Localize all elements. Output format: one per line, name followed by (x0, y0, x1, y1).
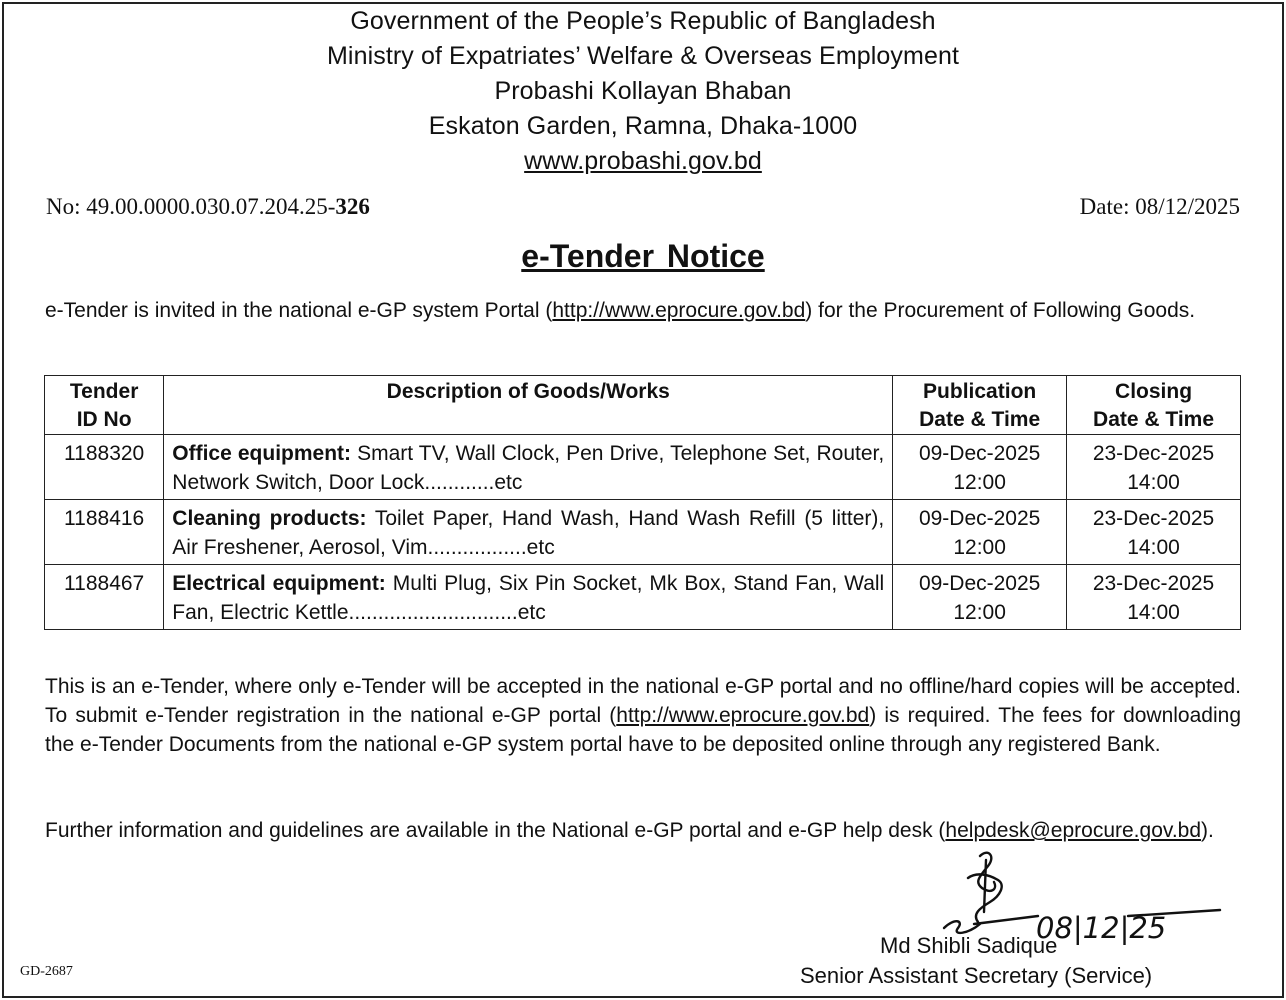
letterhead-building: Probashi Kollayan Bhaban (494, 77, 792, 105)
footer-code: GD-2687 (20, 964, 73, 979)
goods-description (164, 500, 893, 565)
goods-items: Toilet Paper, Hand Wash, Hand Wash Refill (5 litter), Air Freshener, Aerosol, Vim.................etc (172, 507, 885, 559)
intro-paragraph: e-Tender is invited in the national e-GP system Portal (http://www.eprocure.gov.bd) for the Procurement of Following Goods. (45, 299, 1196, 322)
submission-paragraph: This is an e-Tender, where only e-Tender will be accepted in the national e-GP portal and no offline/hard copies will be accepted. To submit e-Tender registration in the national e-GP portal (http://www.eprocure.gov.bd) is required. The fees for downloading the e-Tender Documents from the national e-GP system portal have to be deposited online through any registered Bank. (45, 675, 1241, 756)
table-row (45, 565, 1241, 630)
goods-category: Office equipment: (172, 442, 352, 465)
reference-date: Date: 08/12/2025 (1079, 194, 1240, 219)
letterhead-ministry: Ministry of Expatriates’ Welfare & Overseas Employment (327, 42, 959, 70)
website-link[interactable]: www.probashi.gov.bd (524, 147, 762, 175)
goods-items: Multi Plug, Six Pin Socket, Mk Box, Stand Fan, Wall Fan, Electric Kettle.............................etc (172, 572, 885, 624)
reference-date-value: 08/12/2025 (1135, 194, 1240, 219)
closing-datetime: 23-Dec-2025 14:00 (1067, 565, 1241, 630)
publication-datetime: 09-Dec-2025 12:00 (893, 565, 1067, 630)
header-description: Description of Goods/Works (164, 376, 893, 435)
tender-table-header (45, 376, 1241, 435)
letterhead-government: Government of the People’s Republic of Bangladesh (350, 7, 936, 35)
table-row (45, 500, 1241, 565)
goods-category: Cleaning products: (172, 507, 367, 530)
publication-datetime: 09-Dec-2025 12:00 (893, 435, 1067, 500)
tender-id: 1188320 (45, 435, 164, 500)
signatory-designation: Senior Assistant Secretary (Service) (800, 963, 1153, 988)
closing-datetime: 23-Dec-2025 14:00 (1067, 435, 1241, 500)
header-publication: Publication Date & Time (893, 376, 1067, 435)
goods-category: Electrical equipment: (172, 572, 386, 595)
header-closing: Closing Date & Time (1067, 376, 1241, 435)
eprocure-link[interactable]: http://www.eprocure.gov.bd (616, 704, 870, 727)
header-tender-id: Tender ID No (45, 376, 164, 435)
goods-description (164, 565, 893, 630)
closing-datetime: 23-Dec-2025 14:00 (1067, 500, 1241, 565)
helpdesk-paragraph: Further information and guidelines are available in the National e-GP portal and e-GP help desk (helpdesk@eprocure.gov.bd). (45, 819, 1214, 842)
goods-description (164, 435, 893, 500)
letterhead-address: Eskaton Garden, Ramna, Dhaka-1000 (428, 112, 858, 140)
letterhead (0, 4, 1286, 179)
tender-id: 1188416 (45, 500, 164, 565)
tender-table (44, 375, 1241, 630)
table-row (45, 435, 1241, 500)
signature-date: 08|12|25 (1036, 911, 1167, 945)
tender-id: 1188467 (45, 565, 164, 630)
helpdesk-email-link[interactable]: helpdesk@eprocure.gov.bd (945, 819, 1202, 842)
eprocure-link[interactable]: http://www.eprocure.gov.bd (552, 299, 806, 322)
reference-number-prefix: 49.00.0000.030.07.204.25- (86, 194, 336, 219)
notice-title: e-Tender Notice (521, 238, 765, 274)
publication-datetime: 09-Dec-2025 12:00 (893, 500, 1067, 565)
signatory-name: Md Shibli Sadique (880, 933, 1058, 958)
reference-number: No: 49.00.0000.030.07.204.25-326 (46, 194, 370, 219)
goods-items: Smart TV, Wall Clock, Pen Drive, Telephone Set, Router, Network Switch, Door Lock............etc (172, 442, 885, 494)
reference-number-suffix: 326 (335, 194, 370, 219)
